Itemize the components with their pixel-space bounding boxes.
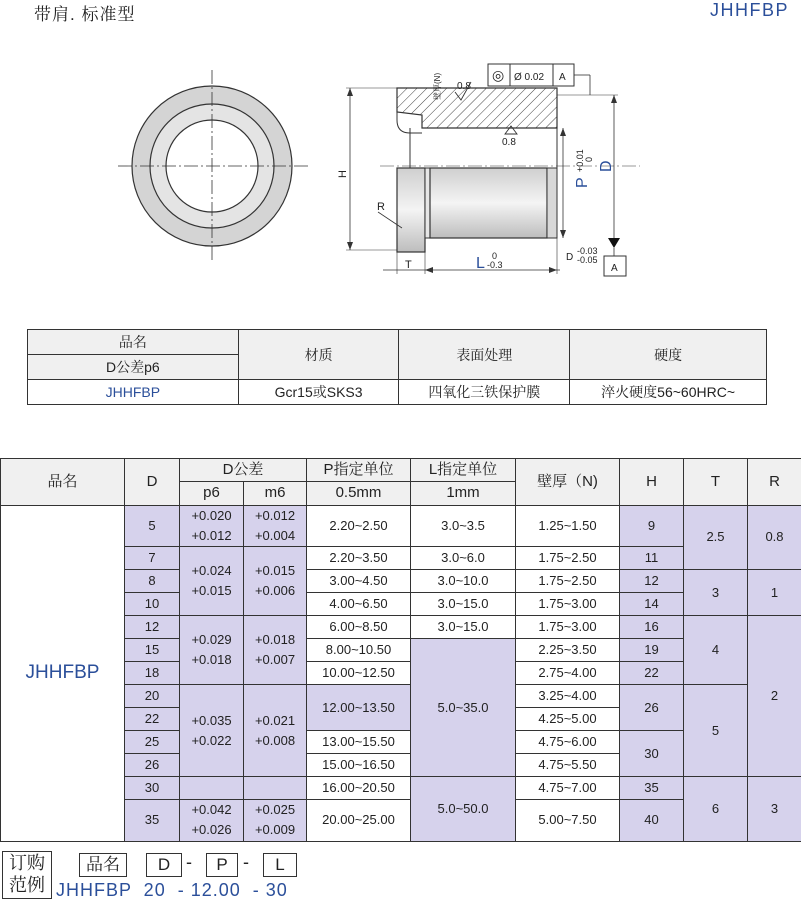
h-cell: 26 — [620, 685, 684, 731]
h-cell: 11 — [620, 547, 684, 570]
th-wall: 壁厚（N) — [516, 459, 620, 506]
wall-cell: 1.75~3.00 — [516, 593, 620, 616]
side-view — [346, 64, 640, 276]
l-label: L — [476, 255, 485, 272]
p-label: P — [574, 177, 591, 188]
wall-cell: 1.25~1.50 — [516, 506, 620, 547]
m6-cell — [244, 547, 307, 616]
order-dash-2: - — [243, 852, 249, 872]
table-brand: JHHFBP — [1, 506, 125, 842]
th-p-unit: P指定单位 — [307, 459, 411, 482]
t-cell: 3 — [684, 570, 748, 616]
wall-cell: 2.75~4.00 — [516, 662, 620, 685]
dimension-table — [0, 458, 801, 842]
wall-cell: 4.75~6.00 — [516, 731, 620, 754]
p-cell: 13.00~15.50 — [307, 731, 411, 754]
h-cell: 40 — [620, 800, 684, 841]
spec-surface-header: 表面处理 — [399, 330, 570, 380]
p-cell: 15.00~16.50 — [307, 754, 411, 777]
d-cell: 30 — [125, 777, 180, 800]
product-code: JHHFBP — [709, 0, 789, 20]
th-h: H — [620, 459, 684, 506]
m6-upper: +0.015 — [254, 563, 296, 579]
spec-tolerance-header: D公差p6 — [28, 355, 239, 380]
spec-surface: 四氧化三铁保护膜 — [399, 380, 570, 405]
th-tol: D公差 — [180, 459, 307, 482]
m6-upper: +0.021 — [254, 712, 296, 728]
wall-cell: 4.75~7.00 — [516, 777, 620, 800]
p6-cell — [180, 506, 244, 547]
p6-upper: +0.024 — [191, 563, 232, 579]
d-tol-prefix: D — [566, 252, 574, 263]
th-l-unit: L指定单位 — [411, 459, 516, 482]
p6-cell — [180, 777, 244, 800]
d-cell: 8 — [125, 570, 180, 593]
p6-upper: +0.042 — [191, 802, 232, 818]
page-title: 带肩. 标准型 — [34, 5, 136, 24]
wall-cell: 1.75~2.50 — [516, 570, 620, 593]
order-box-d: D — [146, 853, 182, 877]
p-cell: 2.20~2.50 — [307, 506, 411, 547]
order-label-top: 订购 — [9, 853, 45, 873]
spec-name-header: 品名 — [28, 330, 239, 355]
d-cell: 26 — [125, 754, 180, 777]
h-cell: 19 — [620, 639, 684, 662]
l-cell: 5.0~50.0 — [411, 777, 516, 841]
d-cell: 22 — [125, 708, 180, 731]
m6-cell — [244, 777, 307, 800]
d-cell: 7 — [125, 547, 180, 570]
d-label: D — [598, 160, 615, 172]
m6-cell — [244, 685, 307, 777]
wall-cell: 3.25~4.00 — [516, 685, 620, 708]
roughness-top: 0.8 — [457, 81, 471, 92]
wall-cell: 1.75~2.50 — [516, 547, 620, 570]
order-label-bottom: 范例 — [9, 875, 45, 895]
h-cell: 9 — [620, 506, 684, 547]
p-tol-bottom: 0 — [584, 156, 594, 162]
p6-lower: +0.026 — [191, 822, 232, 838]
p-cell: 16.00~20.50 — [307, 777, 411, 800]
order-example-label — [2, 851, 52, 899]
l-cell: 3.0~15.0 — [411, 593, 516, 616]
d-cell: 5 — [125, 506, 180, 547]
spec-code: JHHFBP — [28, 380, 239, 405]
p6-upper: +0.035 — [191, 712, 232, 728]
datum-label: A — [559, 72, 566, 83]
wall-cell: 5.00~7.50 — [516, 800, 620, 841]
m6-lower: +0.004 — [254, 528, 296, 544]
p-tol-top: +0.01 — [575, 149, 585, 172]
d-tol-top: -0.03 — [577, 246, 598, 256]
d-tol-bottom: -0.05 — [577, 255, 598, 265]
m6-upper: +0.025 — [254, 802, 296, 818]
m6-lower: +0.008 — [254, 732, 296, 748]
t-cell: 4 — [684, 616, 748, 685]
spec-hardness: 淬火硬度56~60HRC~ — [570, 380, 767, 405]
p-cell: 12.00~13.50 — [307, 685, 411, 731]
l-cell: 3.0~6.0 — [411, 547, 516, 570]
d-cell: 18 — [125, 662, 180, 685]
h-cell: 12 — [620, 570, 684, 593]
m6-upper: +0.012 — [254, 508, 296, 523]
th-d: D — [125, 459, 180, 506]
wall-cell: 4.75~5.50 — [516, 754, 620, 777]
concentricity-value: Ø 0.02 — [514, 72, 545, 83]
d-cell: 25 — [125, 731, 180, 754]
h-cell: 30 — [620, 731, 684, 777]
technical-drawing — [0, 55, 801, 285]
p-cell: 3.00~4.50 — [307, 570, 411, 593]
t-cell: 6 — [684, 777, 748, 841]
spec-hardness-header: 硬度 — [570, 330, 767, 380]
m6-cell — [244, 506, 307, 547]
m6-lower: +0.006 — [254, 583, 296, 599]
spec-material: Gcr15或SKS3 — [238, 380, 399, 405]
wall-cell: 1.75~3.00 — [516, 616, 620, 639]
r-label: R — [377, 201, 385, 213]
p6-upper: +0.020 — [191, 508, 232, 523]
wall-cell: 2.25~3.50 — [516, 639, 620, 662]
roughness-bottom: 0.8 — [502, 137, 516, 148]
th-t: T — [684, 459, 748, 506]
m6-lower: +0.009 — [254, 822, 296, 838]
p-cell: 20.00~25.00 — [307, 800, 411, 841]
wall-label: 壁厚(N) — [433, 72, 442, 100]
order-box-name: 品名 — [79, 853, 127, 877]
concentricity-symbol: ◎ — [492, 67, 505, 83]
order-dash-1: - — [186, 852, 192, 872]
p-cell: 6.00~8.50 — [307, 616, 411, 639]
t-cell: 2.5 — [684, 506, 748, 570]
l-tol-top: 0 — [492, 251, 498, 261]
h-label: H — [337, 170, 349, 178]
order-example-value: JHHFBP 20 - 12.00 - 30 — [56, 880, 288, 900]
p6-lower: +0.018 — [191, 652, 232, 668]
p6-cell — [180, 616, 244, 685]
th-m6: m6 — [244, 482, 307, 506]
h-cell: 16 — [620, 616, 684, 639]
t-cell: 5 — [684, 685, 748, 777]
spec-table — [27, 329, 767, 405]
m6-cell — [244, 616, 307, 685]
p6-lower: +0.015 — [191, 583, 232, 599]
th-name: 品名 — [1, 459, 125, 506]
d-cell: 35 — [125, 800, 180, 841]
h-cell: 22 — [620, 662, 684, 685]
p6-cell — [180, 547, 244, 616]
d-cell: 20 — [125, 685, 180, 708]
p6-cell — [180, 800, 244, 841]
r-cell: 0.8 — [748, 506, 801, 570]
r-cell: 3 — [748, 777, 801, 841]
l-cell: 5.0~35.0 — [411, 639, 516, 777]
p-cell: 8.00~10.50 — [307, 639, 411, 662]
p-cell: 4.00~6.50 — [307, 593, 411, 616]
l-tol-bottom: -0.3 — [487, 260, 503, 270]
p6-upper: +0.029 — [191, 632, 232, 648]
datum-bottom-label: A — [611, 263, 618, 274]
t-label: T — [405, 259, 412, 271]
p-cell: 10.00~12.50 — [307, 662, 411, 685]
p6-lower: +0.022 — [191, 732, 232, 748]
order-box-p: P — [206, 853, 238, 877]
p6-lower: +0.012 — [191, 528, 232, 544]
d-cell: 15 — [125, 639, 180, 662]
m6-lower: +0.007 — [254, 652, 296, 668]
th-p-step: 0.5mm — [307, 482, 411, 506]
l-cell: 3.0~3.5 — [411, 506, 516, 547]
r-cell: 2 — [748, 616, 801, 777]
d-cell: 10 — [125, 593, 180, 616]
m6-cell — [244, 800, 307, 841]
order-box-l: L — [263, 853, 297, 877]
p-cell: 2.20~3.50 — [307, 547, 411, 570]
h-cell: 14 — [620, 593, 684, 616]
th-r: R — [748, 459, 801, 506]
r-cell: 1 — [748, 570, 801, 616]
wall-cell: 4.25~5.00 — [516, 708, 620, 731]
m6-upper: +0.018 — [254, 632, 296, 648]
front-view — [118, 70, 308, 262]
l-cell: 3.0~10.0 — [411, 570, 516, 593]
th-l-step: 1mm — [411, 482, 516, 506]
spec-material-header: 材质 — [238, 330, 399, 380]
p6-cell — [180, 685, 244, 777]
h-cell: 35 — [620, 777, 684, 800]
d-cell: 12 — [125, 616, 180, 639]
th-p6: p6 — [180, 482, 244, 506]
l-cell: 3.0~15.0 — [411, 616, 516, 639]
